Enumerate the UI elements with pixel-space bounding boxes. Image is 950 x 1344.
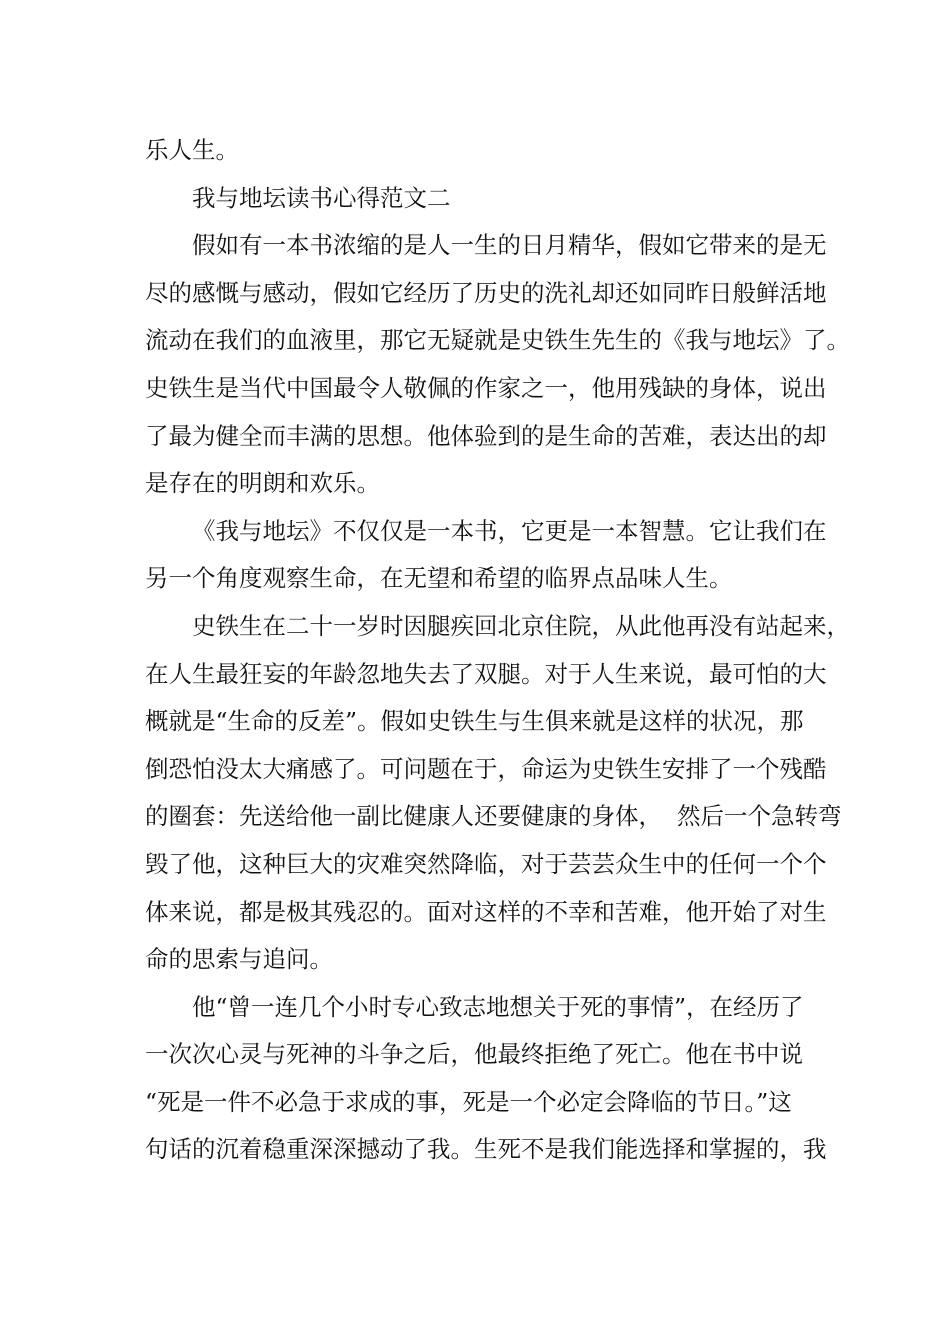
text-line: 《我与地坛》不仅仅是一本书，它更是一本智慧。它让我们在 [192, 516, 827, 545]
text-line: 是存在的明朗和欢乐。 [145, 469, 380, 498]
text-line: 命的思索与追问。 [145, 945, 333, 974]
text-line: 他“曾一连几个小时专心致志地想关于死的事情”，在经历了 [192, 992, 804, 1021]
text-line: 体来说，都是极其残忍的。面对这样的不幸和苦难，他开始了对生 [145, 897, 827, 926]
text-line: 尽的感慨与感动，假如它经历了历史的洗礼却还如同昨日般鲜活地 [145, 278, 827, 307]
text-line: 毁了他，这种巨大的灾难突然降临，对于芸芸众生中的任何一个个 [145, 849, 827, 878]
text-line: 流动在我们的血液里，那它无疑就是史铁生先生的《我与地坛》了。 [145, 326, 850, 355]
text-line: 假如有一本书浓缩的是人一生的日月精华，假如它带来的是无 [192, 231, 827, 260]
text-line: 史铁生在二十一岁时因腿疾回北京住院，从此他再没有站起来， [192, 611, 850, 640]
text-line: 句话的沉着稳重深深撼动了我。生死不是我们能选择和掌握的，我 [145, 1135, 827, 1164]
text-line: 概就是“生命的反差”。假如史铁生与生俱来就是这样的状况，那 [145, 707, 804, 736]
text-line: 一次次心灵与死神的斗争之后，他最终拒绝了死亡。他在书中说 [145, 1040, 803, 1069]
text-line: 的圈套：先送给他一副比健康人还要健康的身体， 然后一个急转弯 [145, 802, 842, 831]
text-line: 倒恐怕没太大痛感了。可问题在于，命运为史铁生安排了一个残酷 [145, 754, 827, 783]
text-line: 另一个角度观察生命，在无望和希望的临界点品味人生。 [145, 564, 733, 593]
text-line: 在人生最狂妄的年龄忽地失去了双腿。对于人生来说，最可怕的大 [145, 659, 827, 688]
text-line: “死是一件不必急于求成的事，死是一个必定会降临的节日。”这 [145, 1087, 792, 1116]
text-line: 乐人生。 [145, 136, 239, 164]
text-line: 了最为健全而丰满的思想。他体验到的是生命的苦难，表达出的却 [145, 421, 827, 450]
text-line: 史铁生是当代中国最令人敬佩的作家之一，他用残缺的身体，说出 [145, 373, 827, 402]
text-line: 我与地坛读书心得范文二 [192, 183, 451, 212]
document-body [145, 127, 850, 1174]
